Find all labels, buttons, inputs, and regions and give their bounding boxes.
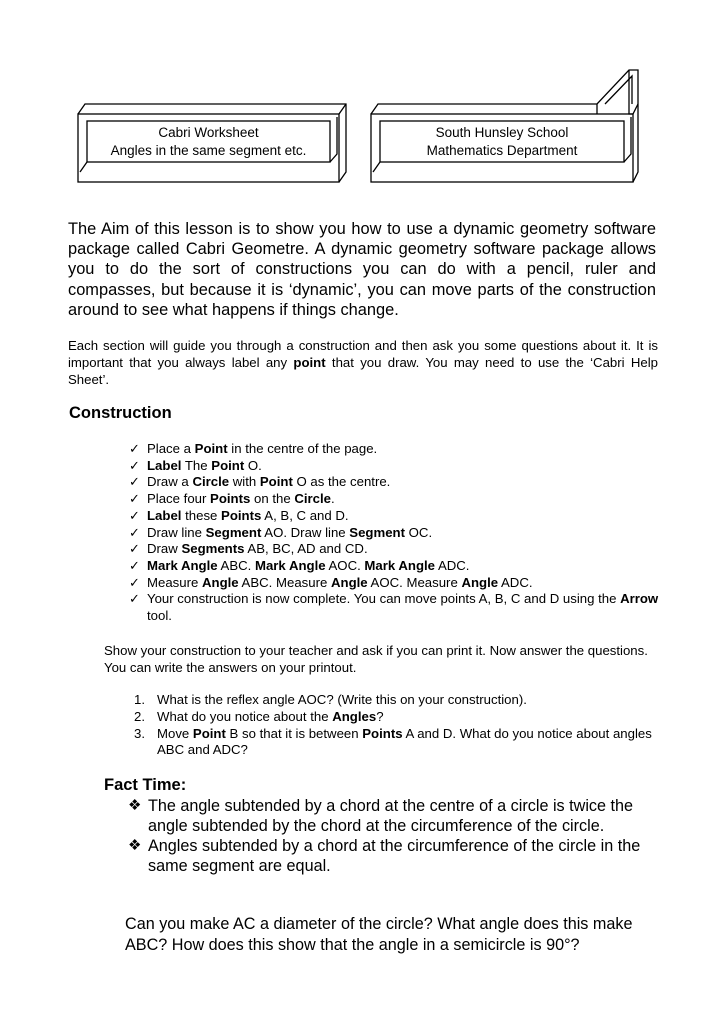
question-number: 1. (134, 692, 145, 707)
bold-term: Angle (201, 574, 239, 590)
question-item (134, 709, 654, 726)
construction-step (129, 525, 669, 542)
department-name: Mathematics Department (426, 143, 578, 158)
text-run: AOC. Measure (367, 574, 462, 590)
text-run: Place a (147, 441, 195, 456)
bold-term: Angle (330, 574, 368, 590)
fact-text: Angles subtended by a chord at the circumference of the circle in the same segment are equal. (148, 837, 641, 875)
left-header-text (87, 124, 330, 160)
fact-heading: Fact Time: (104, 776, 187, 794)
worksheet-subtitle: Angles in the same segment etc. (110, 143, 307, 158)
bold-term: Label (147, 457, 182, 473)
checkmark-icon: ✓ (129, 524, 141, 540)
text-run: on the (250, 491, 295, 507)
checkmark-icon: ✓ (129, 591, 141, 607)
fact-list (128, 796, 648, 876)
construction-step (129, 575, 669, 592)
text-run: OC. (405, 524, 433, 540)
text-run: AB, BC, AD and CD. (244, 541, 368, 557)
right-header-text (380, 124, 624, 160)
text-run: in the centre of the page. (227, 441, 378, 456)
fact-item (128, 836, 648, 876)
checkmark-icon: ✓ (129, 541, 141, 557)
construction-step (129, 508, 669, 525)
checkmark-icon: ✓ (129, 474, 141, 490)
text-run: . (331, 491, 335, 507)
bold-term: Segments (181, 541, 245, 557)
construction-step (129, 474, 669, 491)
text-run: ABC. Measure (238, 574, 331, 590)
text-run: AOC. (325, 557, 365, 573)
text-run: O. (244, 457, 262, 473)
text-run: with (229, 474, 260, 490)
bold-term: Circle (294, 491, 331, 507)
construction-step (129, 541, 669, 558)
text-run: Draw (147, 541, 182, 557)
intro-bold: point (293, 355, 326, 371)
fact-text: The angle subtended by a chord at the centre of a circle is twice the angle subtended by the chord at the circumference of the circle. (148, 797, 634, 835)
text-run: What do you notice about the (157, 708, 333, 724)
question-number: 2. (134, 708, 145, 724)
text-run: The (181, 457, 212, 473)
checkmark-icon: ✓ (129, 507, 141, 523)
construction-step (129, 491, 669, 508)
intro-paragraph (68, 337, 658, 389)
header-frames (0, 0, 725, 200)
construction-step (129, 591, 669, 624)
intro-text-1: Each section will guide you through a construction and then ask you some questions about it. It is important that you always label any (68, 338, 658, 371)
bold-term: Segment (349, 524, 405, 540)
bold-term: Point (192, 725, 226, 741)
fact-item (128, 796, 648, 836)
text-run: A and D. What do you notice about angles ABC and ADC? (157, 725, 652, 758)
checkmark-icon: ✓ (129, 557, 141, 573)
bold-term: Point (211, 457, 245, 473)
construction-steps (129, 441, 669, 625)
text-run: Move (157, 725, 193, 741)
question-item (134, 692, 654, 709)
text-run: Place four (147, 491, 211, 507)
bold-term: Segment (205, 524, 262, 540)
bold-term: Points (221, 507, 262, 523)
question-list (134, 692, 654, 759)
construction-step (129, 441, 669, 458)
construction-step (129, 458, 669, 475)
bold-term: Point (259, 474, 293, 490)
text-run: O as the centre. (292, 474, 391, 490)
bold-term: Point (194, 441, 228, 456)
text-run: A, B, C and D. (261, 507, 349, 523)
text-run: Your construction is now complete. You can move points A, B, C and D using the (147, 591, 621, 607)
construction-step (129, 558, 669, 575)
bold-term: Mark Angle (254, 557, 326, 573)
bold-term: Label (147, 507, 182, 523)
bold-term: Circle (192, 474, 230, 490)
text-run: tool. (147, 608, 172, 624)
text-run: Draw a (147, 474, 193, 490)
bold-term: Points (362, 725, 403, 741)
worksheet-title: Cabri Worksheet (158, 125, 259, 140)
bold-term: Mark Angle (147, 557, 218, 573)
construction-heading: Construction (69, 404, 172, 422)
bold-term: Angle (461, 574, 499, 590)
bold-term: Arrow (620, 591, 659, 607)
text-run: Draw line (147, 524, 206, 540)
intro-text-2: that you draw. You may need to use the ‘Cabri Help Sheet’. (68, 355, 658, 388)
text-run: ABC. (217, 557, 255, 573)
checkmark-icon: ✓ (129, 491, 141, 507)
question-item (134, 726, 654, 760)
question-number: 3. (134, 725, 145, 741)
aim-paragraph: The Aim of this lesson is to show you how to use a dynamic geometry software package called Cabri Geometre. A dynamic geometry software package allows you to do the sort of constructions you can do with a pencil, ruler and compasses, but because it is ‘dynamic’, you can move parts of the construction around to see what happens if things change. (68, 220, 656, 319)
text-run: ADC. (435, 557, 470, 573)
text-run: What is the reflex angle AOC? (Write this on your construction). (157, 692, 527, 707)
checkmark-icon: ✓ (129, 574, 141, 590)
diamond-bullet-icon: ❖ (128, 837, 142, 854)
checkmark-icon: ✓ (129, 457, 141, 473)
text-run: B so that it is between (225, 725, 363, 741)
bold-term: Angles (332, 708, 377, 724)
bold-term: Mark Angle (364, 557, 436, 573)
show-paragraph: Show your construction to your teacher and ask if you can print it. Now answer the questions. You can write the answers on your printout. (104, 643, 648, 675)
text-run: Measure (147, 574, 202, 590)
text-run: ? (376, 708, 384, 724)
school-name: South Hunsley School (435, 125, 569, 140)
diamond-bullet-icon: ❖ (128, 797, 142, 814)
text-run: AO. Draw line (261, 524, 350, 540)
text-run: these (181, 507, 222, 523)
checkmark-icon: ✓ (129, 441, 141, 456)
bold-term: Points (210, 491, 251, 507)
final-question: Can you make AC a diameter of the circle? What angle does this make ABC? How does this show that the angle in a semicircle is 90°? (125, 915, 633, 954)
text-run: ADC. (498, 574, 533, 590)
